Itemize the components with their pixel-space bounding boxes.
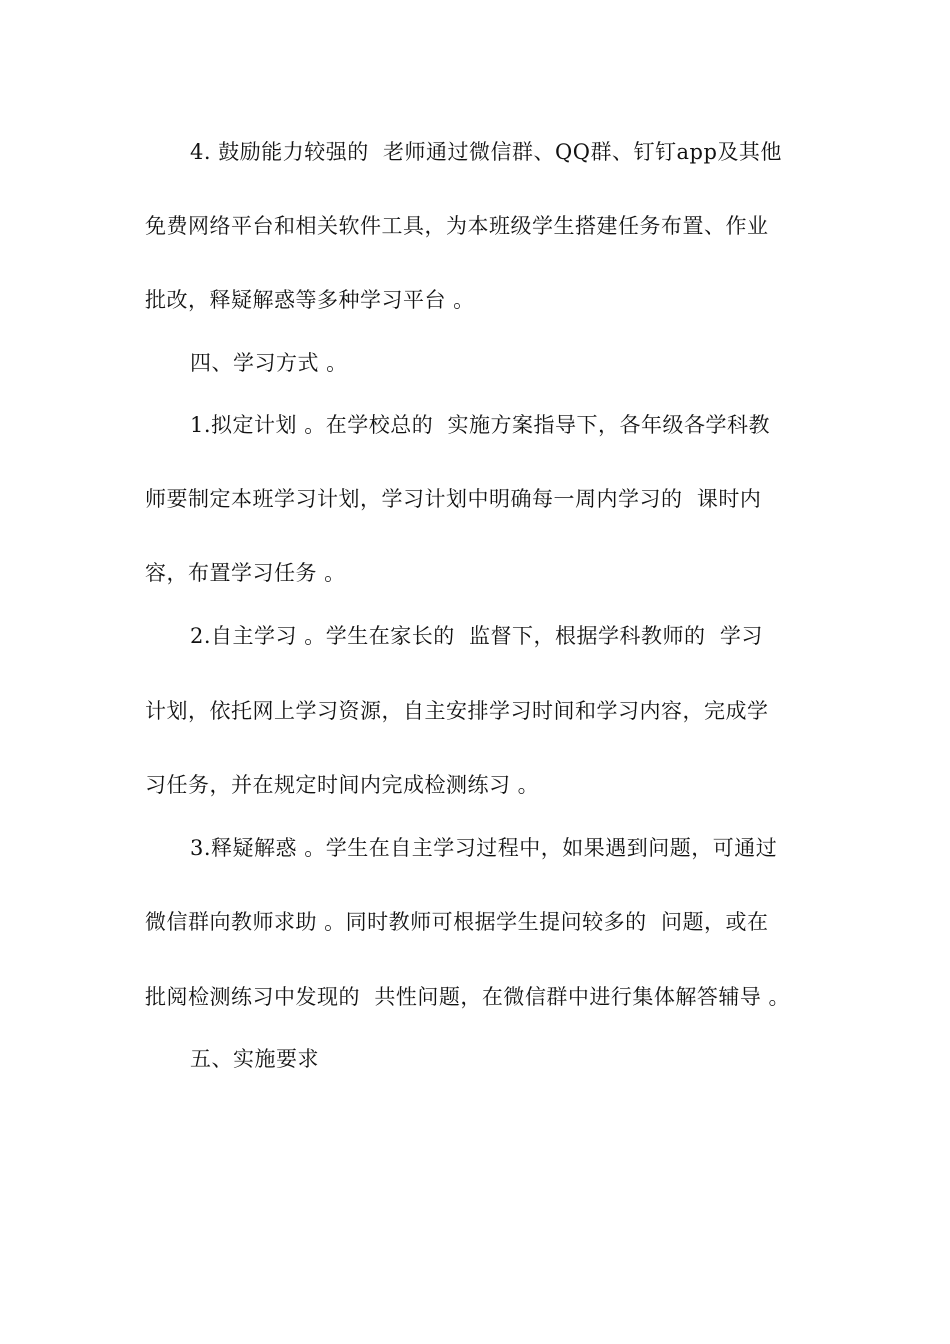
- section-heading-4: 四、学习方式 。: [190, 351, 348, 375]
- item-1-line-3: 容，布置学习任务 。: [145, 561, 346, 585]
- item-1-line-1: 1.拟定计划 。在学校总的 实施方案指导下，各年级各学科教: [190, 413, 771, 437]
- item-2-line-3: 习任务，并在规定时间内完成检测练习 。: [145, 773, 540, 797]
- paragraph-4-line-2: 免费网络平台和相关软件工具，为本班级学生搭建任务布置、作业: [145, 214, 769, 238]
- item-3-line-1: 3.释疑解惑 。学生在自主学习过程中，如果遇到问题，可通过: [190, 836, 778, 860]
- paragraph-4-line-3: 批改，释疑解惑等多种学习平台 。: [145, 288, 475, 312]
- item-2-line-2: 计划，依托网上学习资源，自主安排学习时间和学习内容，完成学: [145, 699, 769, 723]
- item-3-line-3: 批阅检测练习中发现的 共性问题，在微信群中进行集体解答辅导 。: [145, 985, 791, 1009]
- section-heading-5: 五、实施要求: [190, 1047, 319, 1071]
- item-1-line-2: 师要制定本班学习计划，学习计划中明确每一周内学习的 课时内: [145, 487, 762, 511]
- item-3-line-2: 微信群向教师求助 。同时教师可根据学生提问较多的 问题，或在: [145, 910, 769, 934]
- paragraph-4-line-1: 4. 鼓励能力较强的 老师通过微信群、QQ群、钉钉app及其他: [190, 140, 782, 164]
- item-2-line-1: 2.自主学习 。学生在家长的 监督下，根据学科教师的 学习: [190, 624, 763, 648]
